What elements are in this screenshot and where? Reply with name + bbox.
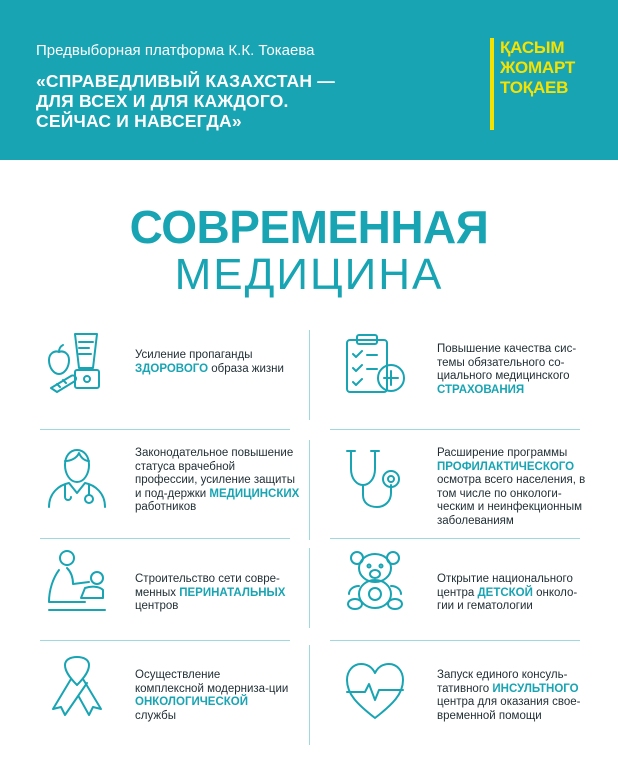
column-divider bbox=[309, 330, 310, 420]
teddy-bear-icon bbox=[343, 548, 407, 612]
item-highlight: СТРАХОВАНИЯ bbox=[437, 383, 525, 396]
item-text: осмотра всего населения, в том числе по онкологи-ческим и неинфекционным заболеваниям bbox=[437, 474, 586, 527]
item-highlight: ПЕРИНАТАЛЬНЫХ bbox=[179, 586, 286, 599]
brand-line: ҚАСЫМ bbox=[500, 38, 565, 57]
item-medical-workers bbox=[135, 447, 300, 515]
heading-line-1: СОВРЕМЕННАЯ bbox=[129, 201, 489, 253]
brand-accent-bar bbox=[490, 38, 494, 130]
item-text: Запуск единого консуль-тативного bbox=[437, 669, 568, 695]
row-divider bbox=[40, 640, 290, 641]
column-divider bbox=[309, 440, 310, 540]
item-text: образа жизни bbox=[208, 362, 284, 375]
item-perinatal-centers bbox=[135, 573, 295, 614]
platform-subtitle: Предвыборная платформа К.К. Токаева bbox=[36, 42, 315, 59]
item-healthy-lifestyle bbox=[135, 349, 285, 376]
row-divider bbox=[330, 429, 580, 430]
item-text: Законодательное повышение статуса врачебной профессии, усиление защиты и под-держки bbox=[135, 447, 295, 500]
platform-slogan bbox=[36, 71, 426, 131]
item-stroke-center bbox=[437, 669, 587, 723]
slogan-line: ДЛЯ ВСЕХ И ДЛЯ КАЖДОГО. bbox=[36, 91, 289, 111]
item-preventive-exams bbox=[437, 447, 587, 528]
row-divider bbox=[40, 429, 290, 430]
item-text: Расширение программы bbox=[437, 447, 568, 459]
item-text: Осуществление комплексной модерниза-ции bbox=[135, 669, 289, 695]
column-divider bbox=[309, 548, 310, 628]
row-divider bbox=[40, 538, 290, 539]
heading-line-2: МЕДИЦИНА bbox=[174, 250, 444, 299]
column-divider bbox=[309, 645, 310, 745]
item-text: Открытие национального центра bbox=[437, 573, 573, 599]
item-highlight: ДЕТСКОЙ bbox=[477, 586, 533, 599]
item-text: центров bbox=[135, 600, 179, 612]
item-text: онколо-гии и гематологии bbox=[437, 586, 578, 612]
item-insurance bbox=[437, 343, 587, 397]
brand-line: ЖОМАРТ bbox=[500, 58, 576, 77]
slogan-line: СЕЙЧАС И НАВСЕГДА» bbox=[36, 111, 242, 131]
heart-pulse-icon bbox=[343, 660, 407, 724]
brand-logo bbox=[500, 38, 575, 98]
item-text: работников bbox=[135, 501, 197, 513]
row-divider bbox=[330, 538, 580, 539]
item-highlight: ЗДОРОВОГО bbox=[135, 362, 209, 375]
healthy-food-icon bbox=[45, 330, 109, 394]
item-child-oncology bbox=[437, 573, 587, 614]
insurance-clipboard-icon bbox=[343, 332, 407, 396]
item-text: центра для оказания свое-временной помощи bbox=[437, 696, 581, 722]
mother-baby-icon bbox=[45, 548, 109, 612]
brand-line: ТОҚАЕВ bbox=[500, 78, 569, 97]
header-banner bbox=[0, 0, 618, 160]
item-highlight: ИНСУЛЬТНОГО bbox=[492, 682, 579, 695]
row-divider bbox=[330, 640, 580, 641]
item-text: Повышение качества сис-темы обязательного со-циального медицинского bbox=[437, 343, 577, 382]
item-text: службы bbox=[135, 709, 177, 722]
awareness-ribbon-icon bbox=[45, 655, 109, 719]
item-text: Усиление пропаганды bbox=[135, 349, 253, 361]
doctor-icon bbox=[45, 445, 109, 509]
stethoscope-icon bbox=[343, 447, 407, 511]
item-highlight: ОНКОЛОГИЧЕСКОЙ bbox=[135, 696, 249, 708]
item-highlight: ПРОФИЛАКТИЧЕСКОГО bbox=[437, 460, 575, 473]
item-highlight: МЕДИЦИНСКИХ bbox=[209, 487, 300, 500]
item-text: Строительство сети совре-менных bbox=[135, 573, 280, 599]
slogan-line: «СПРАВЕДЛИВЫЙ КАЗАХСТАН — bbox=[36, 71, 335, 91]
item-oncology-service bbox=[135, 669, 290, 723]
